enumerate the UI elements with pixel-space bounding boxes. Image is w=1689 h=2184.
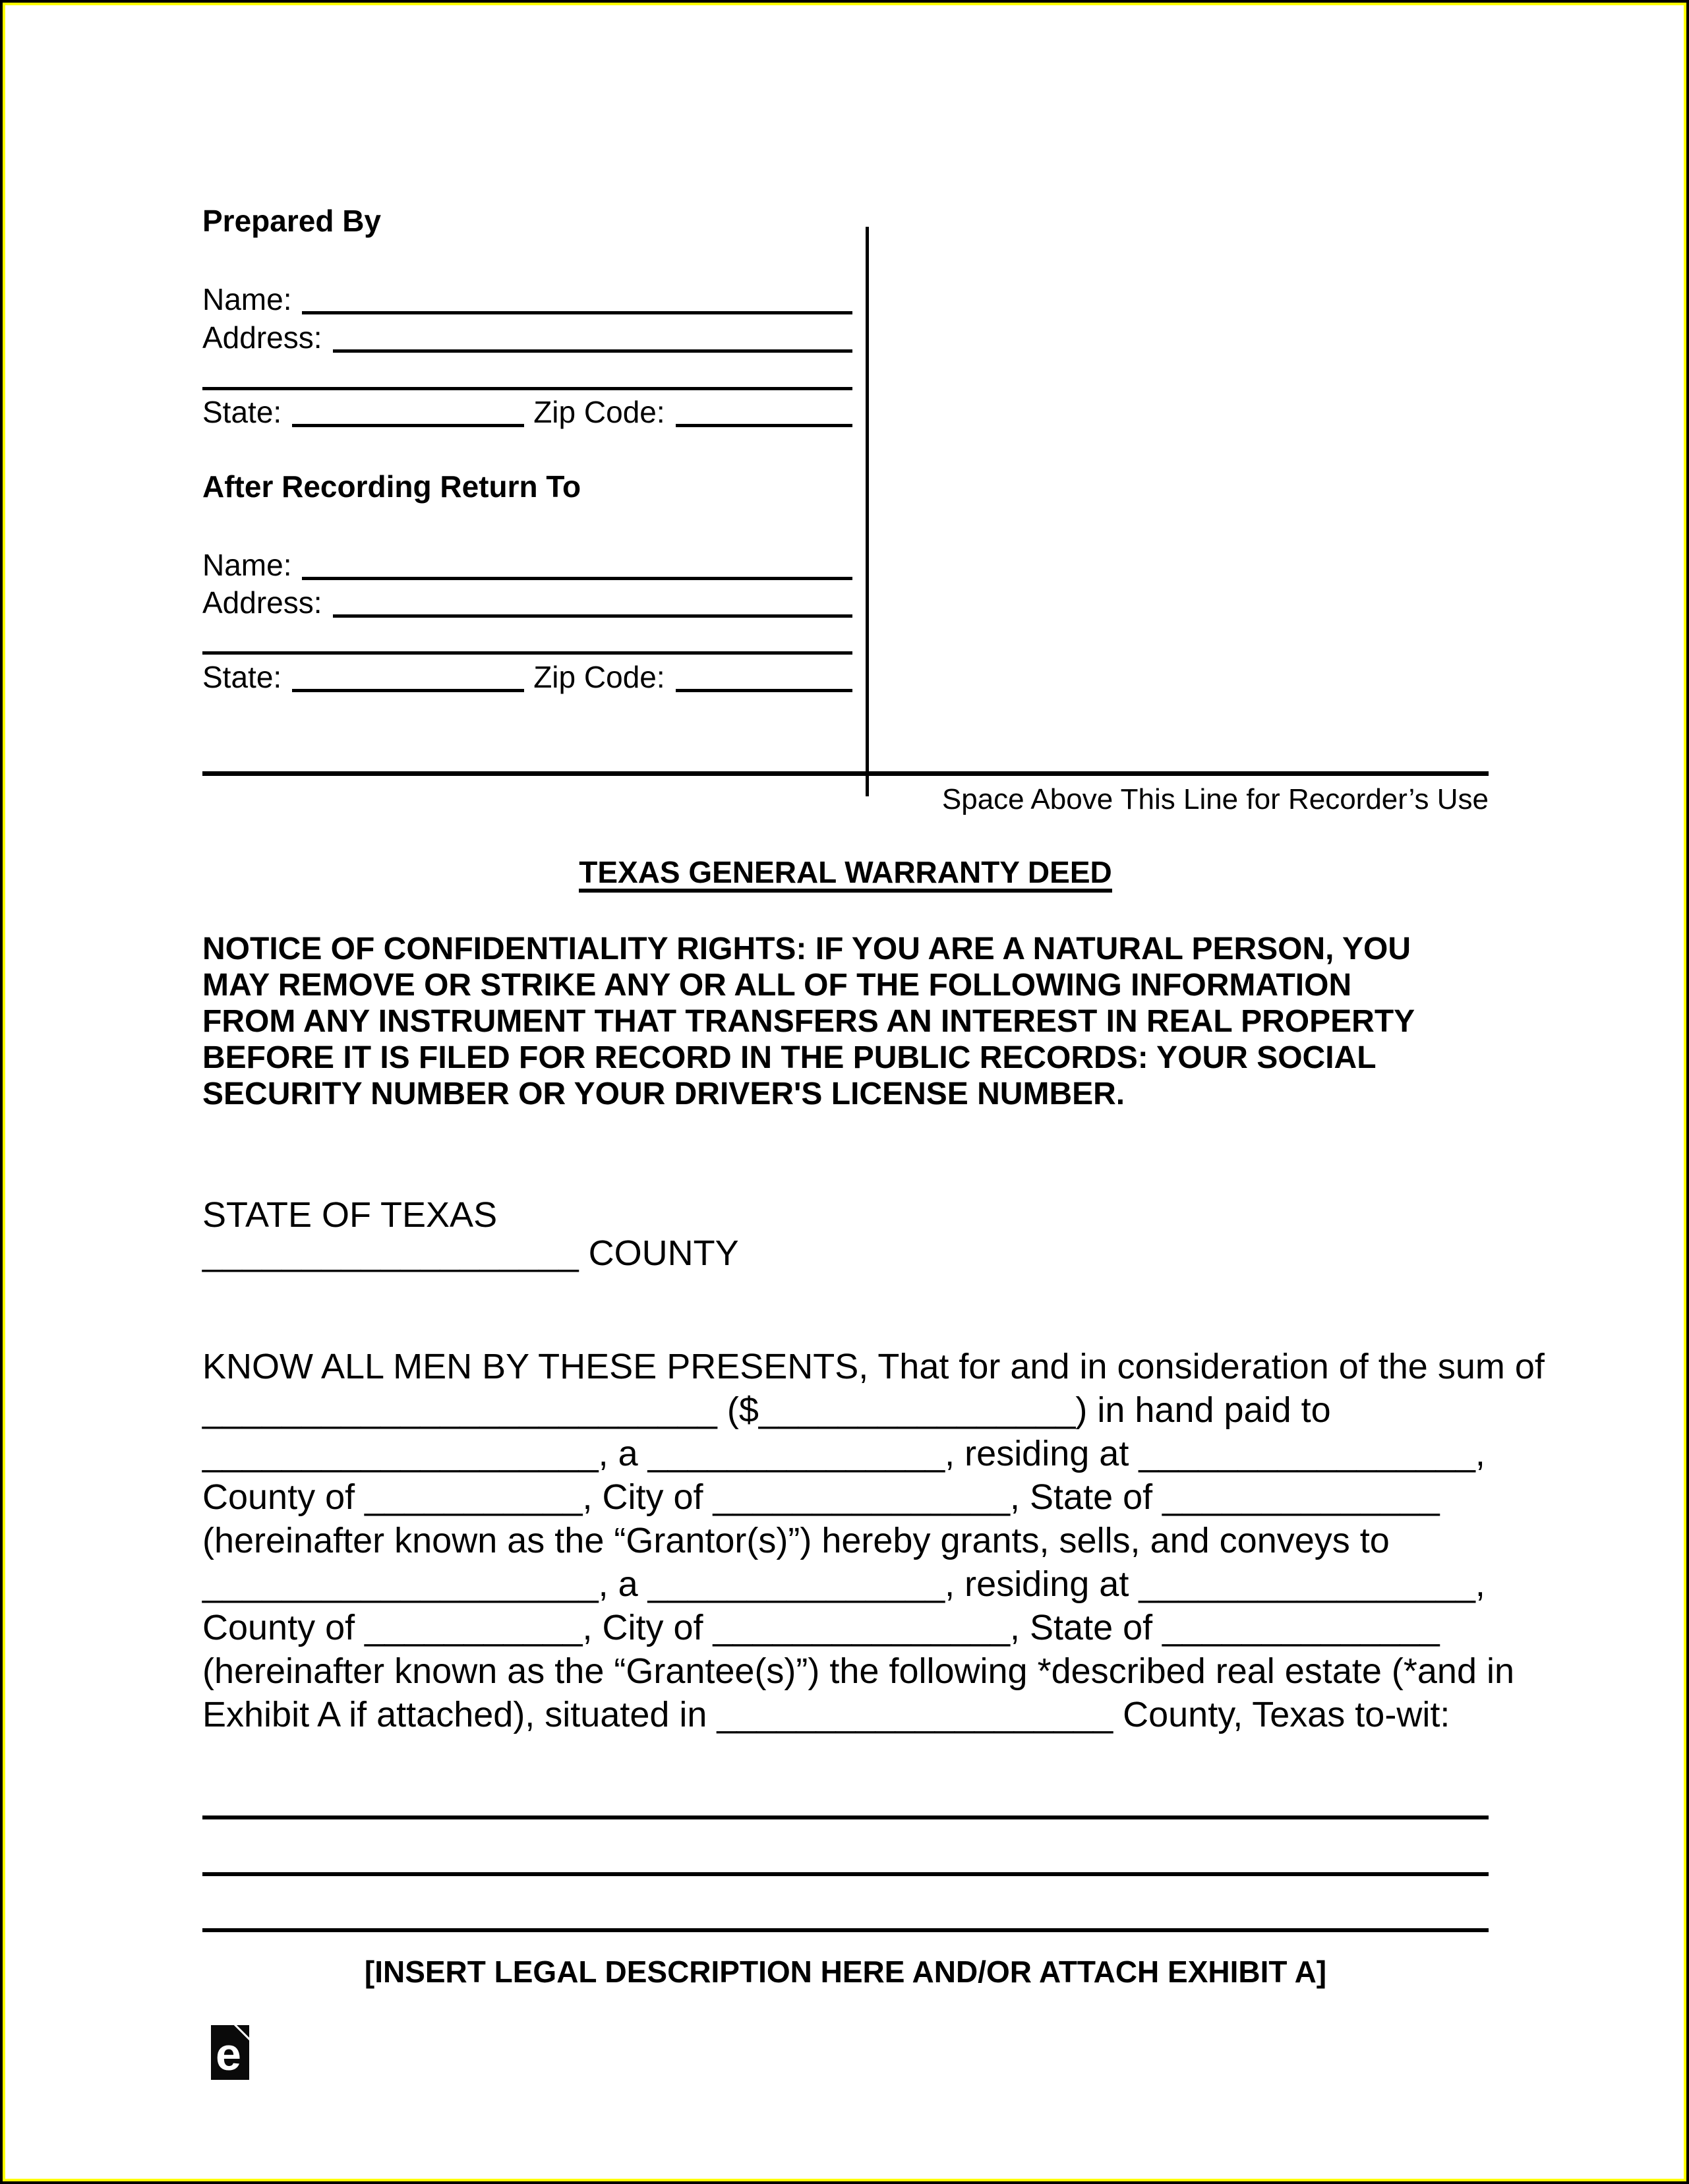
eforms-logo-icon xyxy=(211,2025,249,2080)
document-title-wrap xyxy=(202,856,1489,893)
return-to-address2-row xyxy=(202,617,852,655)
zip-code-label: Zip Code: xyxy=(533,660,665,694)
return-to-address-row xyxy=(202,580,852,618)
body-line: Exhibit A if attached), situated in ____________________ County, Texas to-wit: xyxy=(202,1695,1450,1734)
zip-code-blank-line xyxy=(676,684,852,692)
prepared-by-name-row xyxy=(202,277,852,314)
legal-description-instruction: [INSERT LEGAL DESCRIPTION HERE AND/OR ATTACH EXHIBIT A] xyxy=(364,1955,1327,1989)
recorder-divider-vertical-rule xyxy=(866,227,869,796)
recorder-divider-horizontal-rule xyxy=(202,771,1489,776)
notice-line: NOTICE OF CONFIDENTIALITY RIGHTS: IF YOU ARE A NATURAL PERSON, YOU xyxy=(202,931,1411,966)
state-label: State: xyxy=(202,395,282,429)
notice-line: SECURITY NUMBER OR YOUR DRIVER'S LICENSE NUMBER. xyxy=(202,1077,1125,1111)
prepared-by-heading: Prepared By xyxy=(202,204,382,238)
after-recording-return-to-heading: After Recording Return To xyxy=(202,469,581,504)
confidentiality-notice xyxy=(202,931,1415,1112)
name-label: Name: xyxy=(202,548,292,582)
zip-code-label: Zip Code: xyxy=(533,395,665,429)
prepared-by-state-zip-row xyxy=(202,390,852,427)
name-label: Name: xyxy=(202,282,292,316)
body-line: County of ___________, City of _______________, State of ______________ xyxy=(202,1477,1440,1517)
state-of-texas-line: STATE OF TEXAS xyxy=(202,1195,498,1235)
legal-description-blank-line xyxy=(202,1928,1489,1932)
zip-code-blank-line xyxy=(676,419,852,427)
body-line: ____________________, a _______________, residing at _________________, xyxy=(202,1434,1485,1473)
address-label: Address: xyxy=(202,320,322,355)
document-title: TEXAS GENERAL WARRANTY DEED xyxy=(579,856,1112,893)
logo-letter: e xyxy=(216,2028,241,2080)
body-line: (hereinafter known as the “Grantee(s)”) the following *described real estate (*and in xyxy=(202,1651,1515,1691)
address-continuation-blank-line xyxy=(202,647,852,655)
prepared-by-address2-row xyxy=(202,353,852,390)
notice-line: MAY REMOVE OR STRIKE ANY OR ALL OF THE FOLLOWING INFORMATION xyxy=(202,968,1352,1003)
body-line: KNOW ALL MEN BY THESE PRESENTS, That for and in consideration of the sum of xyxy=(202,1347,1545,1386)
name-blank-line xyxy=(302,307,852,314)
legal-description-blank-line xyxy=(202,1815,1489,1819)
state-blank-line xyxy=(292,419,524,427)
body-line: __________________________ ($________________) in hand paid to xyxy=(202,1390,1331,1430)
recorder-use-note: Space Above This Line for Recorder’s Use xyxy=(941,783,1489,815)
prepared-by-address-row xyxy=(202,315,852,353)
state-blank-line xyxy=(292,684,524,692)
address-label: Address: xyxy=(202,585,322,620)
county-blank-line: ___________________ COUNTY xyxy=(202,1233,739,1273)
address-blank-line xyxy=(333,345,852,353)
name-blank-line xyxy=(302,572,852,580)
return-to-state-zip-row xyxy=(202,655,852,692)
deed-body-paragraph xyxy=(202,1345,1545,1736)
body-line: (hereinafter known as the “Grantor(s)”) hereby grants, sells, and conveys to xyxy=(202,1521,1390,1560)
notice-line: FROM ANY INSTRUMENT THAT TRANSFERS AN INTEREST IN REAL PROPERTY xyxy=(202,1004,1415,1039)
legal-description-blank-line xyxy=(202,1872,1489,1876)
notice-line: BEFORE IT IS FILED FOR RECORD IN THE PUBLIC RECORDS: YOUR SOCIAL xyxy=(202,1040,1377,1075)
state-label: State: xyxy=(202,660,282,694)
return-to-name-row xyxy=(202,543,852,580)
body-line: County of ___________, City of _______________, State of ______________ xyxy=(202,1608,1440,1647)
body-line: ____________________, a _______________, residing at _________________, xyxy=(202,1564,1485,1604)
